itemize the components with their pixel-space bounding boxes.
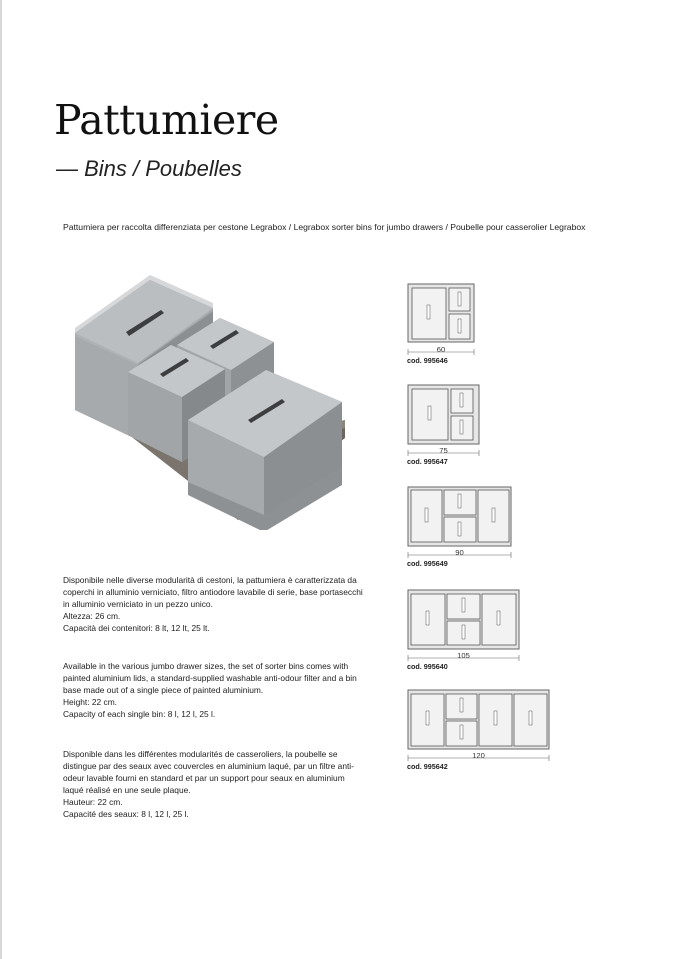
description-italian <box>63 575 363 635</box>
variant-code: cod. 995640 <box>407 662 448 671</box>
description-height: Altezza: 26 cm. <box>63 610 121 621</box>
description-english <box>63 661 363 721</box>
description-text: Disponibile nelle diverse modularità di cestoni, la pattumiera è caratterizzata da coperchi in alluminio verniciato, filtro antiodore lavabile di serie, base portasecchi in alluminio verniciato in un pezzo unico. <box>63 575 363 609</box>
variant-code: cod. 995646 <box>407 356 448 365</box>
variant-width: 60 <box>436 345 446 354</box>
variant-code: cod. 995647 <box>407 457 448 466</box>
variant-width: 120 <box>472 751 485 760</box>
plan-diagram-75 <box>407 384 481 446</box>
variant-width: 75 <box>439 446 448 455</box>
description-capacity: Capacité des seaux: 8 l, 12 l, 25 l. <box>63 808 189 819</box>
plan-diagram-90 <box>407 486 513 548</box>
description-capacity: Capacità dei contenitori: 8 lt, 12 lt, 25 lt. <box>63 622 210 633</box>
description-text: Available in the various jumbo drawer sizes, the set of sorter bins comes with painted aluminium lids, a standard-supplied washable anti-odour filter and a bin base made out of a single piece of painted aluminium. <box>63 661 357 695</box>
page-edge <box>0 0 2 959</box>
page-title: Pattumiere <box>54 96 279 144</box>
plan-diagram-105 <box>407 589 521 651</box>
description-text: Disponible dans les différentes modularités de casseroliers, la poubelle se distingue par des seaux avec couvercles en aluminium laqué, par un filtre anti-odeur lavable fourni en standard et par un support pour seaux en aluminium laqué réalisé en une seule plaque. <box>63 749 354 795</box>
plan-diagram-60 <box>407 283 477 345</box>
bins-illustration <box>60 270 360 530</box>
description-capacity: Capacity of each single bin: 8 l, 12 l, 25 l. <box>63 708 216 719</box>
description-height: Hauteur: 22 cm. <box>63 796 123 807</box>
description-french <box>63 749 363 820</box>
variant-width: 105 <box>457 651 470 660</box>
variant-width: 90 <box>455 548 464 557</box>
variant-code: cod. 995649 <box>407 559 448 568</box>
page-subtitle: — Bins / Poubelles <box>56 156 242 181</box>
plan-diagram-120 <box>407 689 551 751</box>
intro-text: Pattumiera per raccolta differenziata per cestone Legrabox / Legrabox sorter bins for jumbo drawers / Poubelle pour casserolier Legrabox <box>63 222 586 232</box>
variant-code: cod. 995642 <box>407 762 448 771</box>
description-height: Height: 22 cm. <box>63 696 117 707</box>
